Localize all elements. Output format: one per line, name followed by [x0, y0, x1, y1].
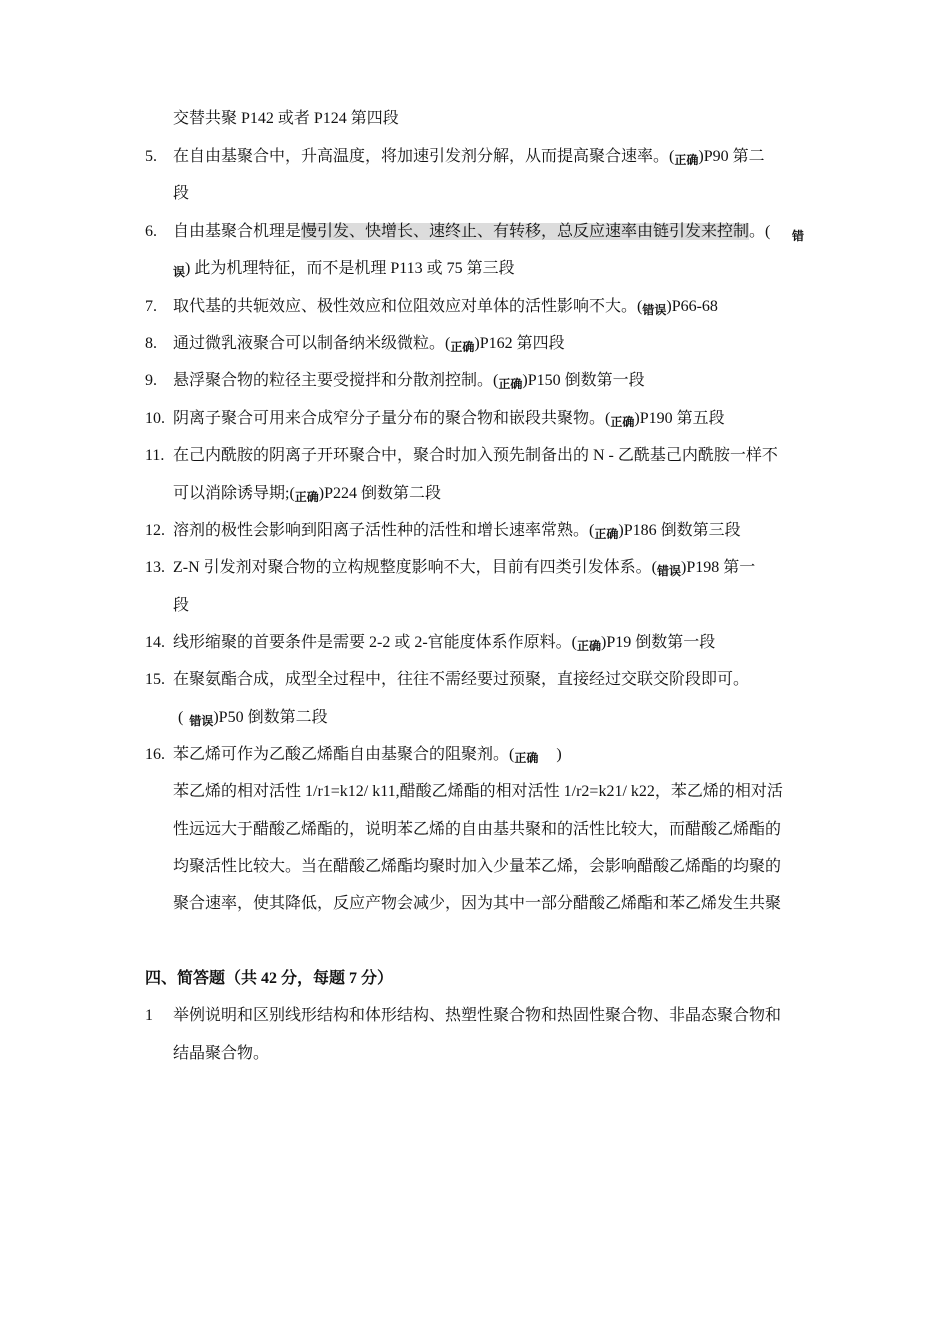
item-number: 15.	[145, 671, 165, 688]
item-reference: )P162 第四段	[474, 335, 565, 352]
answer-label: 错误	[189, 714, 214, 728]
item-question: 通过微乳液聚合可以制备纳米级微粒。(	[173, 335, 451, 352]
item-text: 在己内酰胺的阴离子开环聚合中，聚合时加入预先制备出的 N - 乙酰基己内酰胺一样不	[173, 447, 778, 464]
item-text	[173, 745, 562, 765]
item-number: 9.	[145, 372, 157, 389]
item-text	[173, 334, 565, 354]
item-question: 溶剂的极性会影响到阳离子活性种的活性和增长速率常熟。(	[173, 522, 595, 539]
item-text	[173, 558, 755, 578]
explanation-line: 性远远大于醋酸乙烯酯的，说明苯乙烯的自由基共聚和的活性比较大，而醋酸乙烯酯的	[173, 821, 782, 838]
item-punct: 。(	[749, 223, 771, 240]
answer-label: 正确	[514, 751, 539, 765]
highlighted-text: 慢引发、快增长、速终止、有转移，总反应速率由链引发来控制	[301, 223, 750, 240]
item-question: Z-N 引发剂对聚合物的立构规整度影响不大，目前有四类引发体系。(	[173, 559, 657, 576]
item-reference: )P186 倒数第三段	[618, 522, 741, 539]
answer-label: 正确	[610, 415, 635, 429]
explanation-line: 均聚活性比较大。当在醋酸乙烯酯均聚时加入少量苯乙烯，会影响醋酸乙烯酯的均聚的	[173, 858, 782, 875]
item-reference: )P150 倒数第一段	[522, 372, 645, 389]
item-reference: )P90 第二	[698, 148, 765, 165]
section-heading: 四、简答题（共 42 分，每题 7 分）	[145, 970, 394, 987]
item-question: 在自由基聚合中，升高温度，将加速引发剂分解，从而提高聚合速率。(	[173, 148, 675, 165]
answer-label: 正确	[577, 639, 602, 653]
item-number: 16.	[145, 746, 165, 763]
item-number: 12.	[145, 522, 165, 539]
item-question: 取代基的共轭效应、极性效应和位阻效应对单体的活性影响不大。(	[173, 298, 643, 315]
item-number: 6.	[145, 223, 157, 240]
item-question: 苯乙烯可作为乙酸乙烯酯自由基聚合的阻聚剂。(	[173, 746, 515, 763]
item-reference: )P198 第一	[681, 559, 756, 576]
answer-label-part: 错	[792, 229, 805, 243]
item-reference: )P19 倒数第一段	[601, 634, 716, 651]
question-text: 举例说明和区别线形结构和体形结构、热塑性聚合物和热固性聚合物、非晶态聚合物和	[173, 1007, 782, 1024]
answer-label: 正确	[294, 490, 319, 504]
item-text	[173, 633, 715, 653]
item-question: 线形缩聚的首要条件是需要 2-2 或 2-官能度体系作原料。(	[173, 634, 577, 651]
question-number: 1	[145, 1007, 153, 1024]
item-text	[173, 222, 770, 242]
item-continuation	[173, 484, 441, 504]
item-question: 可以消除诱导期;(	[173, 485, 295, 502]
item-question: 悬浮聚合物的粒径主要受搅拌和分散剂控制。(	[173, 372, 499, 389]
explanation-line: 聚合速率，使其降低，反应产物会减少，因为其中一部分醋酸乙烯酯和苯乙烯发生共聚	[173, 895, 782, 912]
item-text	[173, 409, 725, 429]
explanation-line: 苯乙烯的相对活性 1/r1=k12/ k11,醋酸乙烯酯的相对活性 1/r2=k21/ k22，苯乙烯的相对活	[173, 783, 783, 800]
answer-label: 正确	[498, 377, 523, 391]
item-text	[173, 147, 765, 167]
item-number: 11.	[145, 447, 165, 464]
question-continuation: 结晶聚合物。	[173, 1045, 270, 1062]
item-number: 13.	[145, 559, 165, 576]
item-punct: )	[556, 746, 562, 763]
item-reference: ) 此为机理特征，而不是机理 P113 或 75 第三段	[185, 260, 515, 277]
item-continuation: 段	[173, 185, 190, 202]
item-question: 阴离子聚合可用来合成窄分子量分布的聚合物和嵌段共聚物。(	[173, 410, 611, 427]
item-text	[173, 521, 741, 541]
item-text: 在聚氨酯合成，成型全过程中，往往不需经要过预聚，直接经过交联交阶段即可。	[173, 671, 750, 688]
answer-label: 正确	[594, 527, 619, 541]
item-number: 14.	[145, 634, 165, 651]
item-continuation	[173, 259, 515, 279]
answer-label: 正确	[450, 340, 475, 354]
item-question: 自由基聚合机理是	[173, 223, 302, 240]
item-punct: (	[178, 709, 184, 726]
answer-label: 正确	[674, 153, 699, 167]
continuation-line: 交替共聚 P142 或者 P124 第四段	[173, 110, 399, 127]
item-reference: )P190 第五段	[634, 410, 725, 427]
item-number: 8.	[145, 335, 157, 352]
item-text	[173, 297, 718, 317]
item-number: 5.	[145, 148, 157, 165]
answer-label: 错误	[642, 303, 667, 317]
item-continuation: 段	[173, 597, 190, 614]
item-continuation	[178, 708, 328, 728]
item-number: 10.	[145, 410, 165, 427]
item-reference: )P224 倒数第二段	[318, 485, 442, 502]
item-text	[173, 371, 645, 391]
item-number: 7.	[145, 298, 157, 315]
answer-label-part: 误	[173, 265, 186, 279]
item-reference: )P50 倒数第二段	[213, 709, 328, 726]
answer-label: 错误	[657, 564, 682, 578]
item-reference: )P66-68	[666, 298, 718, 315]
